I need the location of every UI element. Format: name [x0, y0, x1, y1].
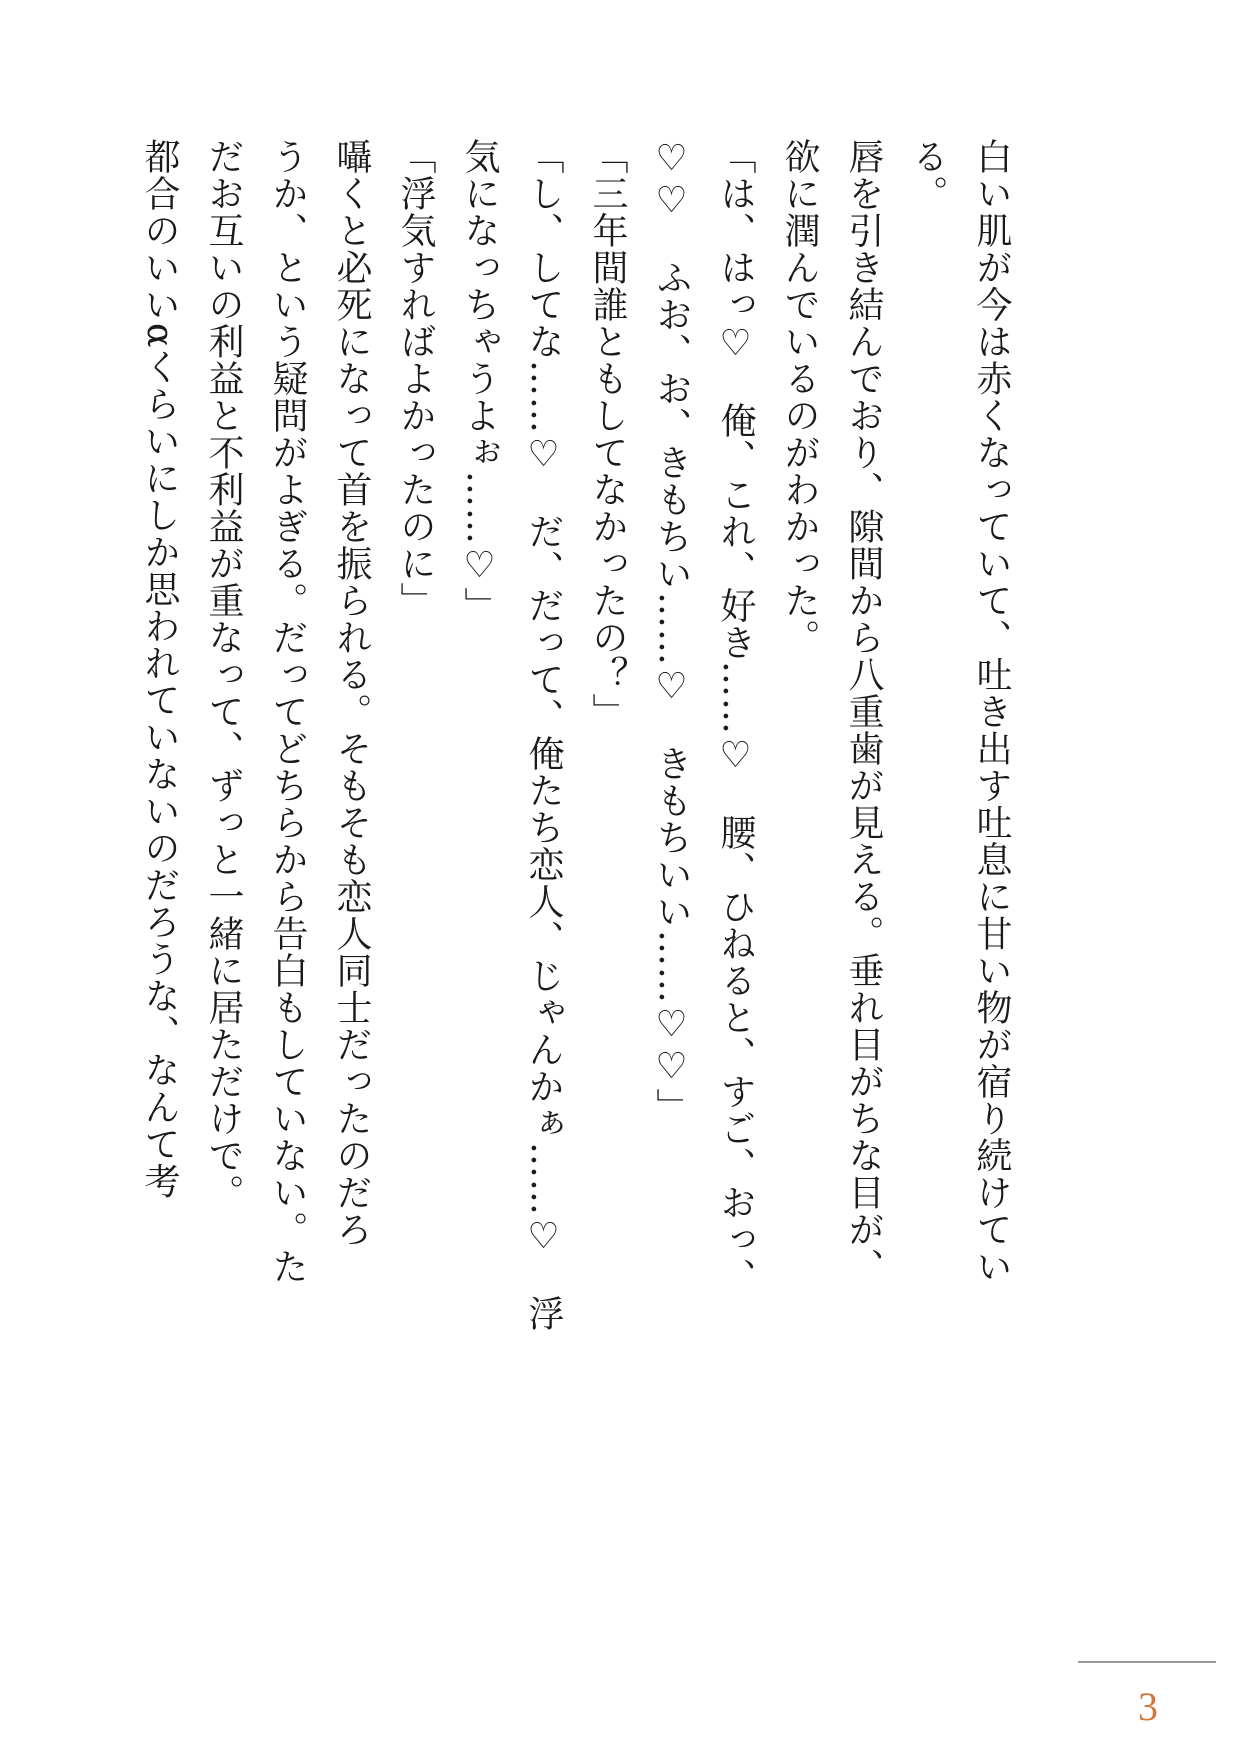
- footer-divider: [1078, 1661, 1216, 1663]
- text-line: 「は、はっ♡ 俺、これ、好き……♡ 腰、ひねると、すご、おっ、: [715, 138, 756, 1295]
- text-line: 都合のいいαくらいにしか思われていないのだろうな、なんて考: [139, 138, 180, 1200]
- page-number: 3: [1138, 1684, 1158, 1729]
- text-line: 「三年間誰ともしてなかったの？」: [587, 138, 628, 730]
- text-line: 「し、してな……♡ だ、だって、俺たち恋人、じゃんかぁ……♡ 浮: [523, 138, 564, 1332]
- text-line: る。: [907, 138, 948, 212]
- body-text: [127, 138, 1023, 1618]
- text-line: 「浮気すればよかったのに」: [395, 138, 436, 619]
- text-line: 囁くと必死になって首を振られる。そもそも恋人同士だったのだろ: [331, 138, 372, 1248]
- text-line: 欲に潤んでいるのがわかった。: [779, 138, 820, 656]
- text-line: 唇を引き結んでおり、隙間から八重歯が見える。垂れ目がちな目が、: [843, 138, 884, 1285]
- text-line: だお互いの利益と不利益が重なって、ずっと一緒に居ただけで。: [203, 138, 244, 1211]
- text-line: 白い肌が今は赤くなっていて、吐き出す吐息に甘い物が宿り続けてい: [971, 138, 1012, 1285]
- text-line: うか、という疑問がよぎる。だってどちらから告白もしていない。た: [267, 138, 308, 1285]
- text-line: ♡♡ ふお、お、きもちい……♡ きもちいい……♡♡」: [651, 138, 692, 1125]
- text-line: 気になっちゃうよぉ……♡」: [459, 138, 500, 624]
